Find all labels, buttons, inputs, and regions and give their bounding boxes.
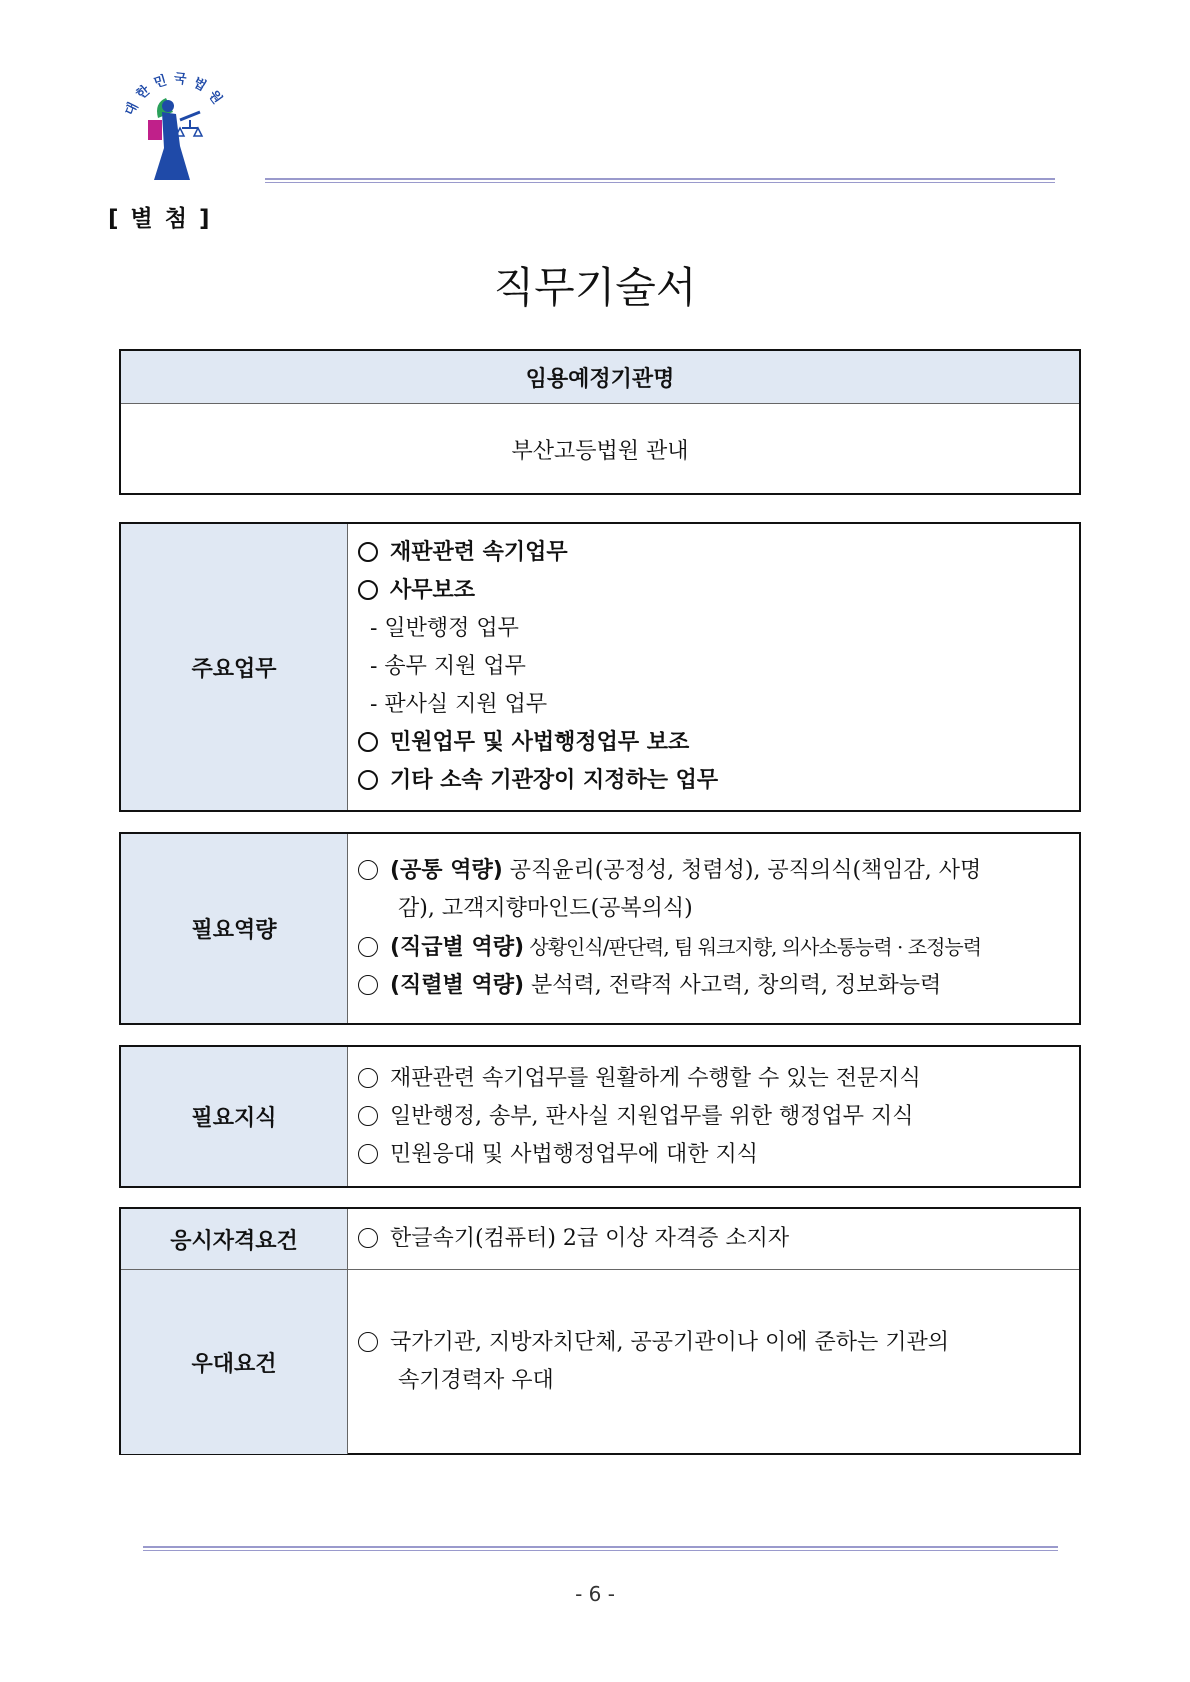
main-duties-content [348, 524, 1079, 810]
duty-item: 재판관련 속기업무 [358, 534, 1069, 572]
circle-bullet-icon [358, 937, 378, 957]
circle-bullet-icon [358, 732, 378, 752]
circle-bullet-icon [358, 1332, 378, 1352]
duty-item: 민원업무 및 사법행정업무 보조 [358, 724, 1069, 762]
knowledge-item: 재판관련 속기업무를 원활하게 수행할 수 있는 전문지식 [358, 1060, 1069, 1098]
competency-common: (공통 역량) 공직윤리(공정성, 청렴성), 공직의식(책임감, 사명 [358, 852, 1069, 890]
knowledge-item: 일반행정, 송부, 판사실 지원업무를 위한 행정업무 지식 [358, 1098, 1069, 1136]
duty-subitem: - 일반행정 업무 [370, 616, 519, 641]
agency-box [119, 349, 1081, 495]
svg-text:대한민국법원 [122, 71, 229, 119]
duty-subitem: - 송무 지원 업무 [370, 654, 526, 679]
duty-item: 사무보조 [358, 572, 1069, 610]
preference-content [348, 1270, 1079, 1454]
preference-row [121, 1270, 1079, 1454]
circle-bullet-icon [358, 1228, 378, 1248]
page-title: 직무기술서 [493, 263, 697, 312]
court-logo-icon [118, 68, 236, 186]
main-duties-box [119, 522, 1081, 812]
knowledge-box [119, 1045, 1081, 1188]
duty-subitem: - 판사실 지원 업무 [370, 692, 548, 717]
competencies-label: 필요역량 [121, 834, 348, 1023]
qualification-row [121, 1209, 1079, 1270]
knowledge-label: 필요지식 [121, 1047, 348, 1186]
circle-bullet-icon [358, 1068, 378, 1088]
circle-bullet-icon [358, 860, 378, 880]
circle-bullet-icon [358, 1106, 378, 1126]
knowledge-item: 민원응대 및 사법행정업무에 대한 지식 [358, 1136, 1069, 1174]
qualification-item: 한글속기(컴퓨터) 2급 이상 자격증 소지자 [358, 1220, 1069, 1258]
knowledge-content [348, 1047, 1079, 1186]
footer-rule [143, 1546, 1058, 1548]
competencies-box [119, 832, 1081, 1025]
preference-item-cont: 속기경력자 우대 [398, 1368, 554, 1393]
header-rule [265, 178, 1055, 180]
preference-label: 우대요건 [121, 1270, 348, 1454]
page-number: - 6 - [575, 1582, 615, 1606]
circle-bullet-icon [358, 1144, 378, 1164]
competency-common-cont: 감), 고객지향마인드(공복의식) [398, 896, 693, 921]
circle-bullet-icon [358, 975, 378, 995]
qualification-label: 응시자격요건 [121, 1209, 348, 1269]
circle-bullet-icon [358, 542, 378, 562]
main-duties-label: 주요업무 [121, 524, 348, 810]
circle-bullet-icon [358, 580, 378, 600]
competencies-content [348, 834, 1079, 1023]
duty-item: 기타 소속 기관장이 지정하는 업무 [358, 762, 1069, 800]
circle-bullet-icon [358, 770, 378, 790]
competency-series: (직렬별 역량) 분석력, 전략적 사고력, 창의력, 정보화능력 [358, 967, 1069, 1005]
footer-rule-2 [143, 1550, 1058, 1551]
competency-grade: (직급별 역량) 상황인식/판단력, 팀 워크지향, 의사소통능력 · 조정능력 [358, 928, 1069, 967]
agency-value: 부산고등법원 관내 [511, 438, 689, 464]
attachment-label: [ 별 첨 ] [108, 206, 212, 232]
requirements-box [119, 1207, 1081, 1455]
logo-text: 대한민국법원 [122, 71, 229, 119]
qualification-content [348, 1209, 1079, 1269]
preference-item: 국가기관, 지방자치단체, 공공기관이나 이에 준하는 기관의 [358, 1324, 1069, 1362]
header-rule-2 [265, 182, 1055, 183]
agency-heading: 임용예정기관명 [121, 351, 1079, 404]
